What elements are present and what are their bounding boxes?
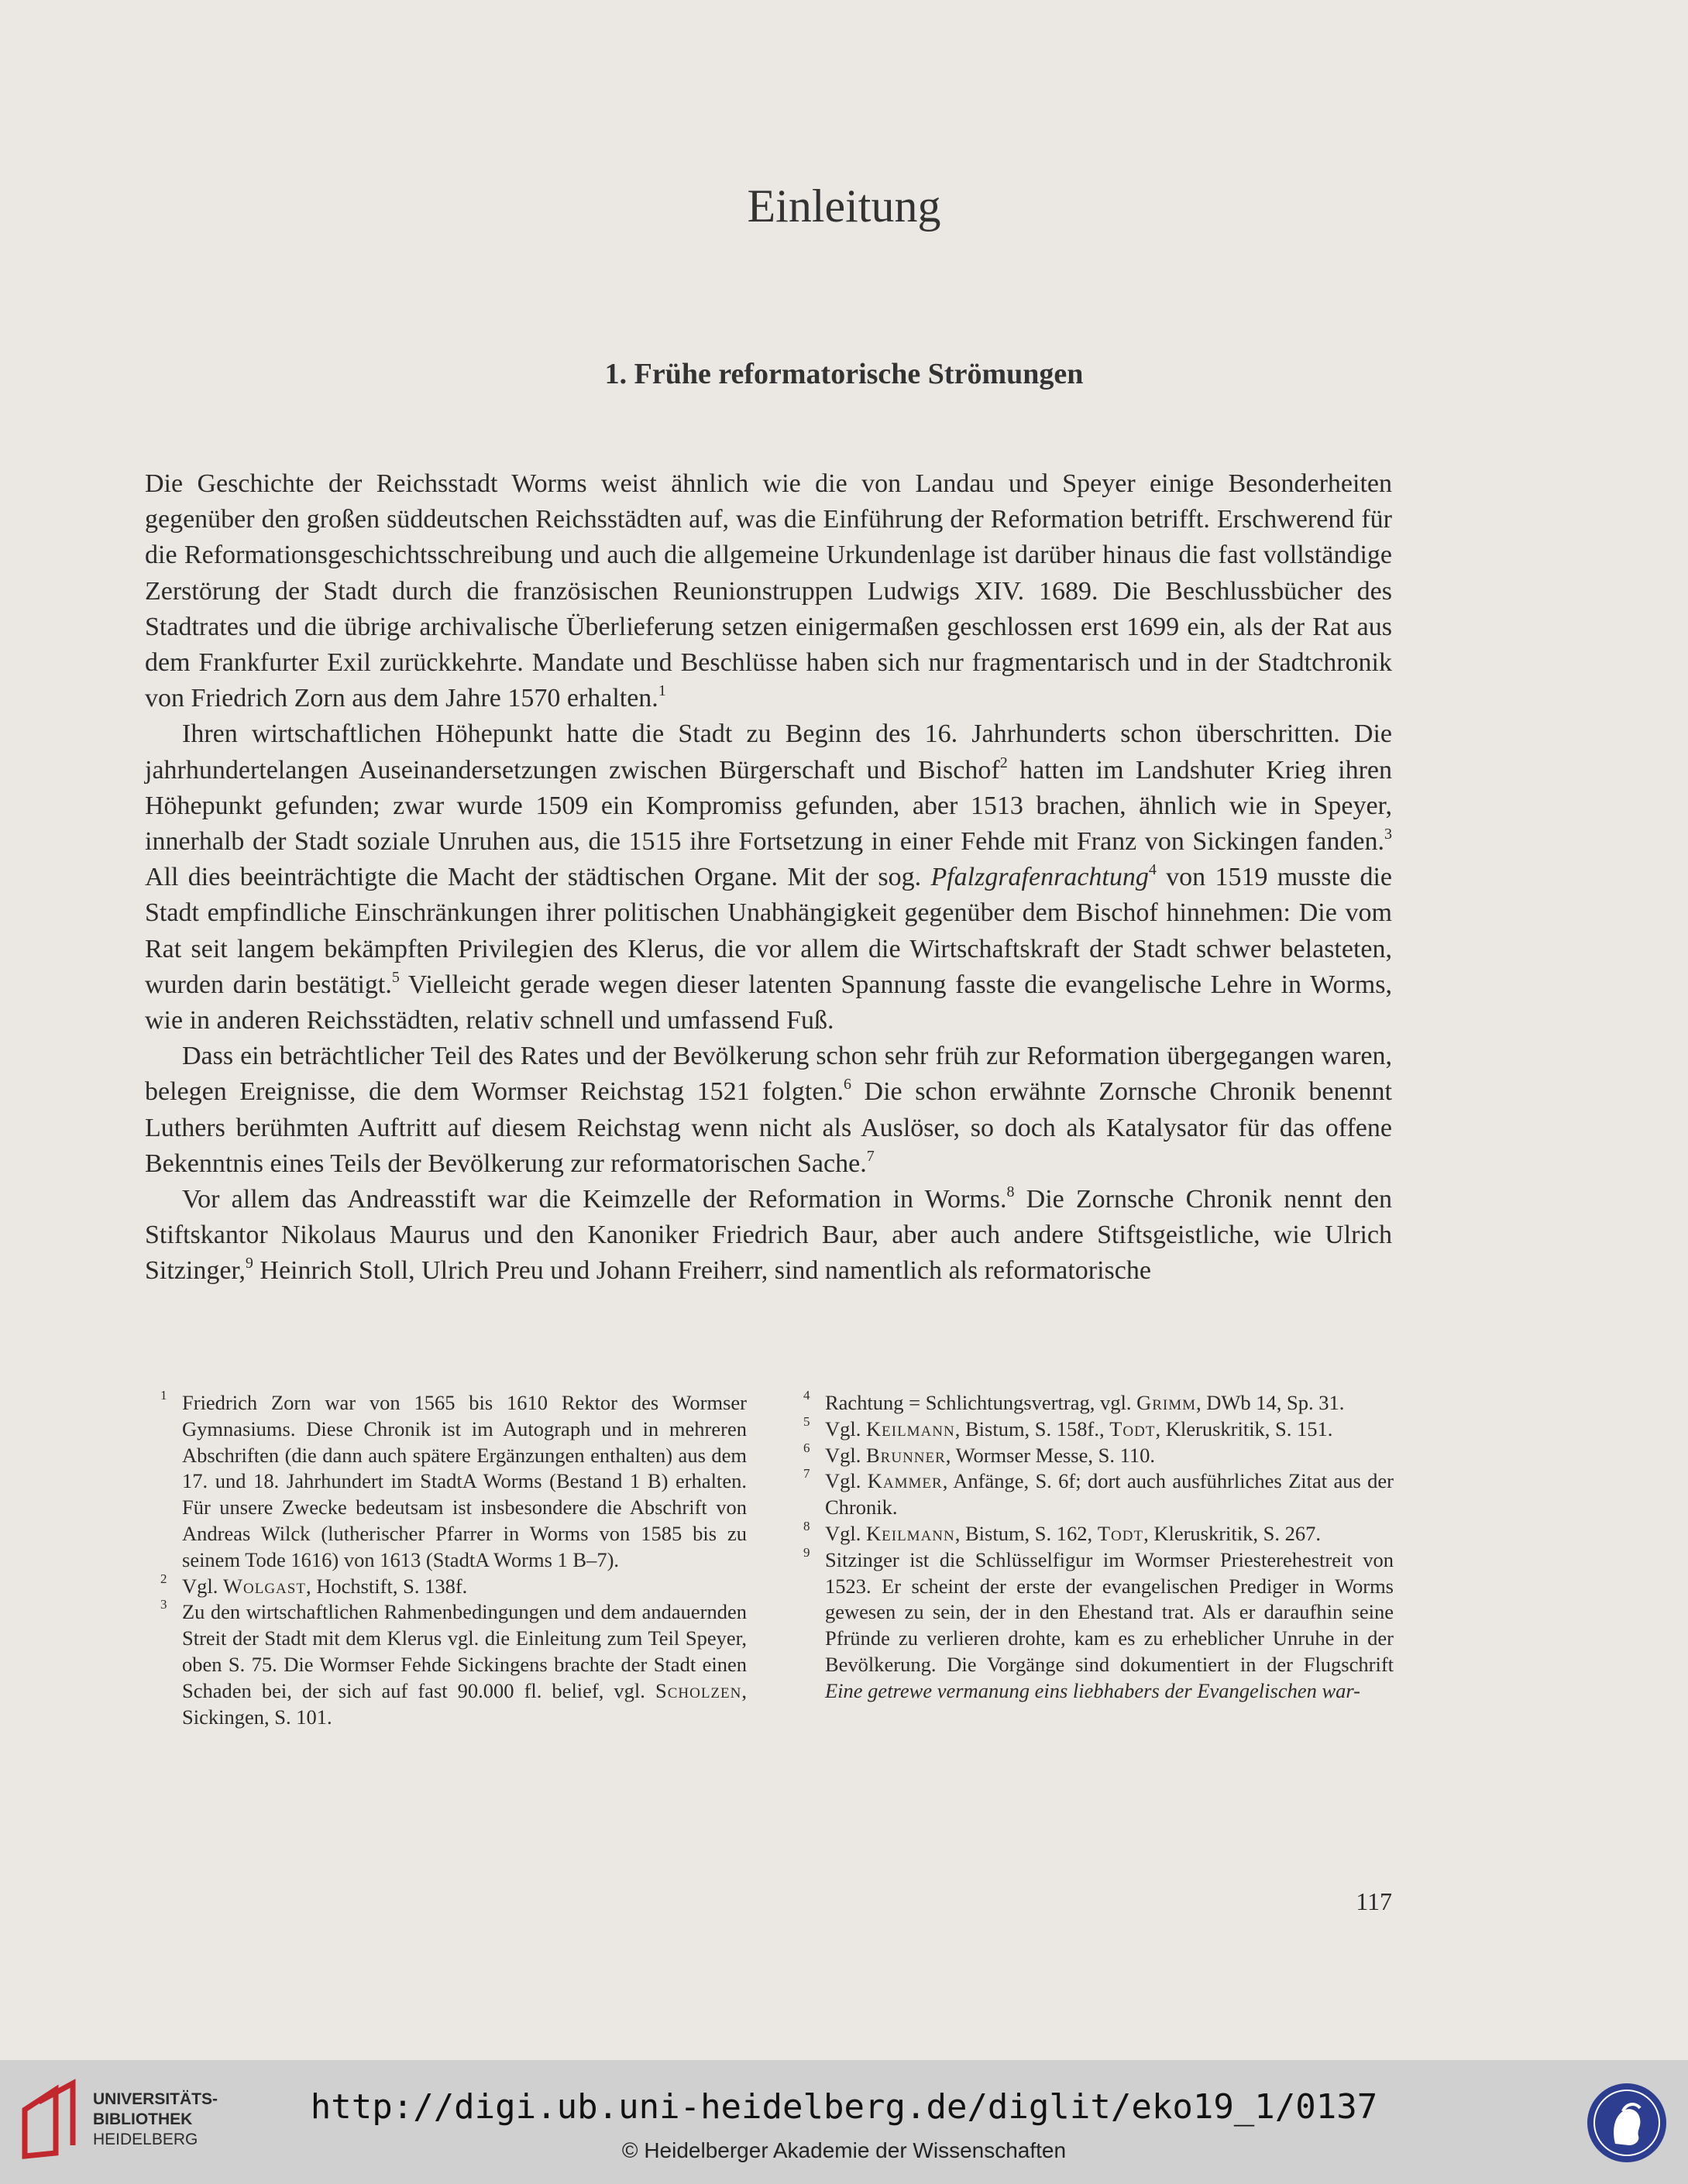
author-name: Brunner (866, 1443, 946, 1467)
author-name: Scholzen (655, 1678, 742, 1702)
footnote-3: 3 Zu den wirtschaftlichen Rahmenbedingungen und dem andauernden Streit der Stadt mit dem Klerus vgl. die Einleitung zum Teil Speyer, oben S. 75. Die Wormser Fehde Sickingens brachte der Stadt einen Schaden bei, der sich auf fast 90.000 fl. belief, vgl. Scholzen, Sickingen, S. 101. (160, 1597, 747, 1729)
footnote-4: 4 Rachtung = Schlichtungsvertrag, vgl. Grimm, DWb 14, Sp. 31. (803, 1388, 1345, 1414)
library-name-line: BIBLIOTHEK (93, 2110, 193, 2128)
footnote-ref: 4 (1148, 861, 1157, 879)
footnote-ref: 9 (245, 1255, 253, 1272)
footnote-number: 8 (803, 1518, 810, 1533)
page-number: 117 (1356, 1887, 1392, 1915)
footnote-ref: 5 (391, 968, 400, 986)
italic-term: Pfalzgrafenrachtung (930, 863, 1149, 892)
footnote-5: 5 Vgl. Keilmann, Bistum, S. 158f., Todt, Kleruskritik, S. 151. (803, 1413, 1333, 1441)
library-name-line: HEIDELBERG (93, 2131, 198, 2148)
italic-title: Eine getrewe vermanung eins liebhabers der Evangelischen war- (825, 1678, 1361, 1702)
body-text (145, 466, 1392, 1289)
footnote-number: 2 (160, 1571, 167, 1586)
footnote-6: 6 Vgl. Brunner, Wormser Messe, S. 110. (803, 1440, 1156, 1467)
author-name: Grimm (1136, 1391, 1197, 1414)
author-name: Wolgast (223, 1574, 306, 1598)
footnotes-left-column (160, 1390, 747, 1730)
viewer-footer (0, 2060, 1688, 2184)
copyright-notice: © Heidelberger Akademie der Wissenschaften (621, 2138, 1067, 2162)
author-name: Keilmann (866, 1417, 955, 1441)
author-name: Todt (1097, 1521, 1144, 1545)
footnotes-right-column (803, 1390, 1394, 1705)
footnote-number: 4 (803, 1388, 810, 1403)
library-name-line: UNIVERSITÄTS- (93, 2090, 218, 2108)
footnote-number: 3 (160, 1597, 167, 1612)
footnote-number: 7 (803, 1466, 810, 1482)
footnote-2: 2 Vgl. Wolgast, Hochstift, S. 138f. (160, 1571, 468, 1598)
footnote-number: 6 (803, 1440, 810, 1455)
author-name: Kammer (867, 1469, 943, 1493)
footnote-ref: 7 (866, 1147, 875, 1165)
footnote-number: 5 (803, 1413, 810, 1429)
paragraph-2: Ihren wirtschaftlichen Höhepunkt hatte die Stadt zu Beginn des 16. Jahrhunderts schon überschritten. Die jahrhundertelangen Auseinandersetzungen zwischen Bürgerschaft und Bischof$^2$ hatten im Landshuter Krieg ihren Höhepunkt gefunden; zwar wurde 1509 ein Kompromiss gefunden, aber 1513 brachen, ähnlich wie in Speyer, innerhalb der Stadt soziale Unruhen aus, die 1515 ihre Fortsetzung in einer Fehde mit Franz von Sickingen fanden.$^3$ All dies beeinträchtigte die Macht der städtischen Organe. Mit der sog. Pfalzgrafenrachtung$^4$ von 1519 musste die Stadt empfindliche Einschränkungen ihrer politischen Unabhängigkeit gegenüber dem Bischof hinnehmen: Die vom Rat seit langem bekämpften Privilegien des Klerus, die vor allem die Wirtschaftskraft der Stadt schwer belasteten, wurden darin bestätigt.$^5$ Vielleicht gerade wegen dieser latenten Spannung fasste die evangelische Lehre in Worms, wie in anderen Reichsstädten, relativ schnell und umfassend Fuß. (145, 719, 1392, 1035)
footnote-ref: 3 (1384, 826, 1392, 843)
permalink-url[interactable]: http://digi.ub.uni-heidelberg.de/diglit/eko19_1/0137 (310, 2087, 1378, 2127)
paragraph-4: Vor allem das Andreasstift war die Keimzelle der Reformation in Worms.$^8$ Die Zornsche Chronik nennt den Stiftskantor Nikolaus Maurus und den Kanoniker Friedrich Baur, aber auch andere Stiftsgeistliche, wie Ulrich Sitzinger,$^9$ Heinrich Stoll, Ulrich Preu und Johann Freiherr, sind namentlich als reformatorische (145, 1183, 1392, 1286)
footnote-ref: 1 (658, 682, 666, 700)
author-name: Keilmann (866, 1521, 955, 1545)
paragraph-1: Die Geschichte der Reichsstadt Worms weist ähnlich wie die von Landau und Speyer einige Besonderheiten gegenüber den großen süddeutschen Reichsstädten auf, was die Einführung der Reformation betrifft. Erschwerend für die Reformationsgeschichtsschreibung und auch die allgemeine Urkundenlage ist darüber hinaus die fast vollständige Zerstörung der Stadt durch die französischen Reunionstruppen Ludwigs XIV. 1689. Die Beschlussbücher des Stadtrates und die übrige archivalische Überlieferung setzen einigermaßen geschlossen erst 1699 ein, als der Rat aus dem Frankfurter Exil zurückkehrte. Mandate und Beschlüsse haben sich nur fragmentarisch und in der Stadtchronik von Friedrich Zorn aus dem Jahre 1570 erhalten.$^1$ (145, 469, 1392, 713)
footnote-number: 9 (803, 1544, 810, 1560)
footnote-ref: 8 (1006, 1183, 1015, 1201)
footnote-1: 1 Friedrich Zorn war von 1565 bis 1610 Rektor des Wormser Gymnasiums. Diese Chronik ist im Autograph und in mehreren Abschriften (die dann auch spätere Ergänzungen enthalten) aus dem 17. und 18. Jahrhundert im StadtA Worms (Bestand 1 B) erhalten. Für unsere Zwecke bedeutsam ist insbesondere die Abschrift von Andreas Wilck (lutherischer Pfarrer in Worms von 1585 bis zu seinem Tode 1616) von 1613 (StadtA Worms 1 B–7). (160, 1388, 747, 1571)
footnote-ref: 2 (999, 754, 1008, 771)
footnote-ref: 6 (843, 1076, 851, 1094)
author-name: Todt (1109, 1417, 1156, 1441)
footnote-9: 9 Sitzinger ist die Schlüsselfigur im Wormser Priesterehestreit von 1523. Er scheint der erste der evangelischen Prediger in Worms gewesen zu sein, der in den Ehestand trat. Als er daraufhin seine Pfründe zu verlieren drohte, kam es zu erheblicher Unruhe in der Bevölkerung. Die Vorgänge sind dokumentiert in der Flugschrift Eine getrewe vermanung eins liebhabers der Evangelischen war- (803, 1544, 1394, 1702)
section-heading: 1. Frühe reformatorische Strömungen (604, 358, 1084, 390)
page-title: Einleitung (747, 180, 941, 232)
footnote-7: 7 Vgl. Kammer, Anfänge, S. 6f; dort auch ausführliches Zitat aus der Chronik. (803, 1466, 1394, 1520)
paragraph-3: Dass ein beträchtlicher Teil des Rates und der Bevölkerung schon sehr früh zur Reformation übergegangen waren, belegen Ereignisse, die dem Wormser Reichstag 1521 folgten.$^6$ Die schon erwähnte Zornsche Chronik benennt Luthers berühmten Auftritt auf diesem Reichstag wenn nicht als Auslöser, so doch als Katalysator für das offene Bekenntnis eines Teils der Bevölkerung zur reformatorischen Sache.$^7$ (145, 1042, 1393, 1178)
footnote-8: 8 Vgl. Keilmann, Bistum, S. 162, Todt, Kleruskritik, S. 267. (803, 1518, 1321, 1545)
footnote-number: 1 (160, 1388, 167, 1403)
academy-seal-icon (1584, 2080, 1669, 2165)
